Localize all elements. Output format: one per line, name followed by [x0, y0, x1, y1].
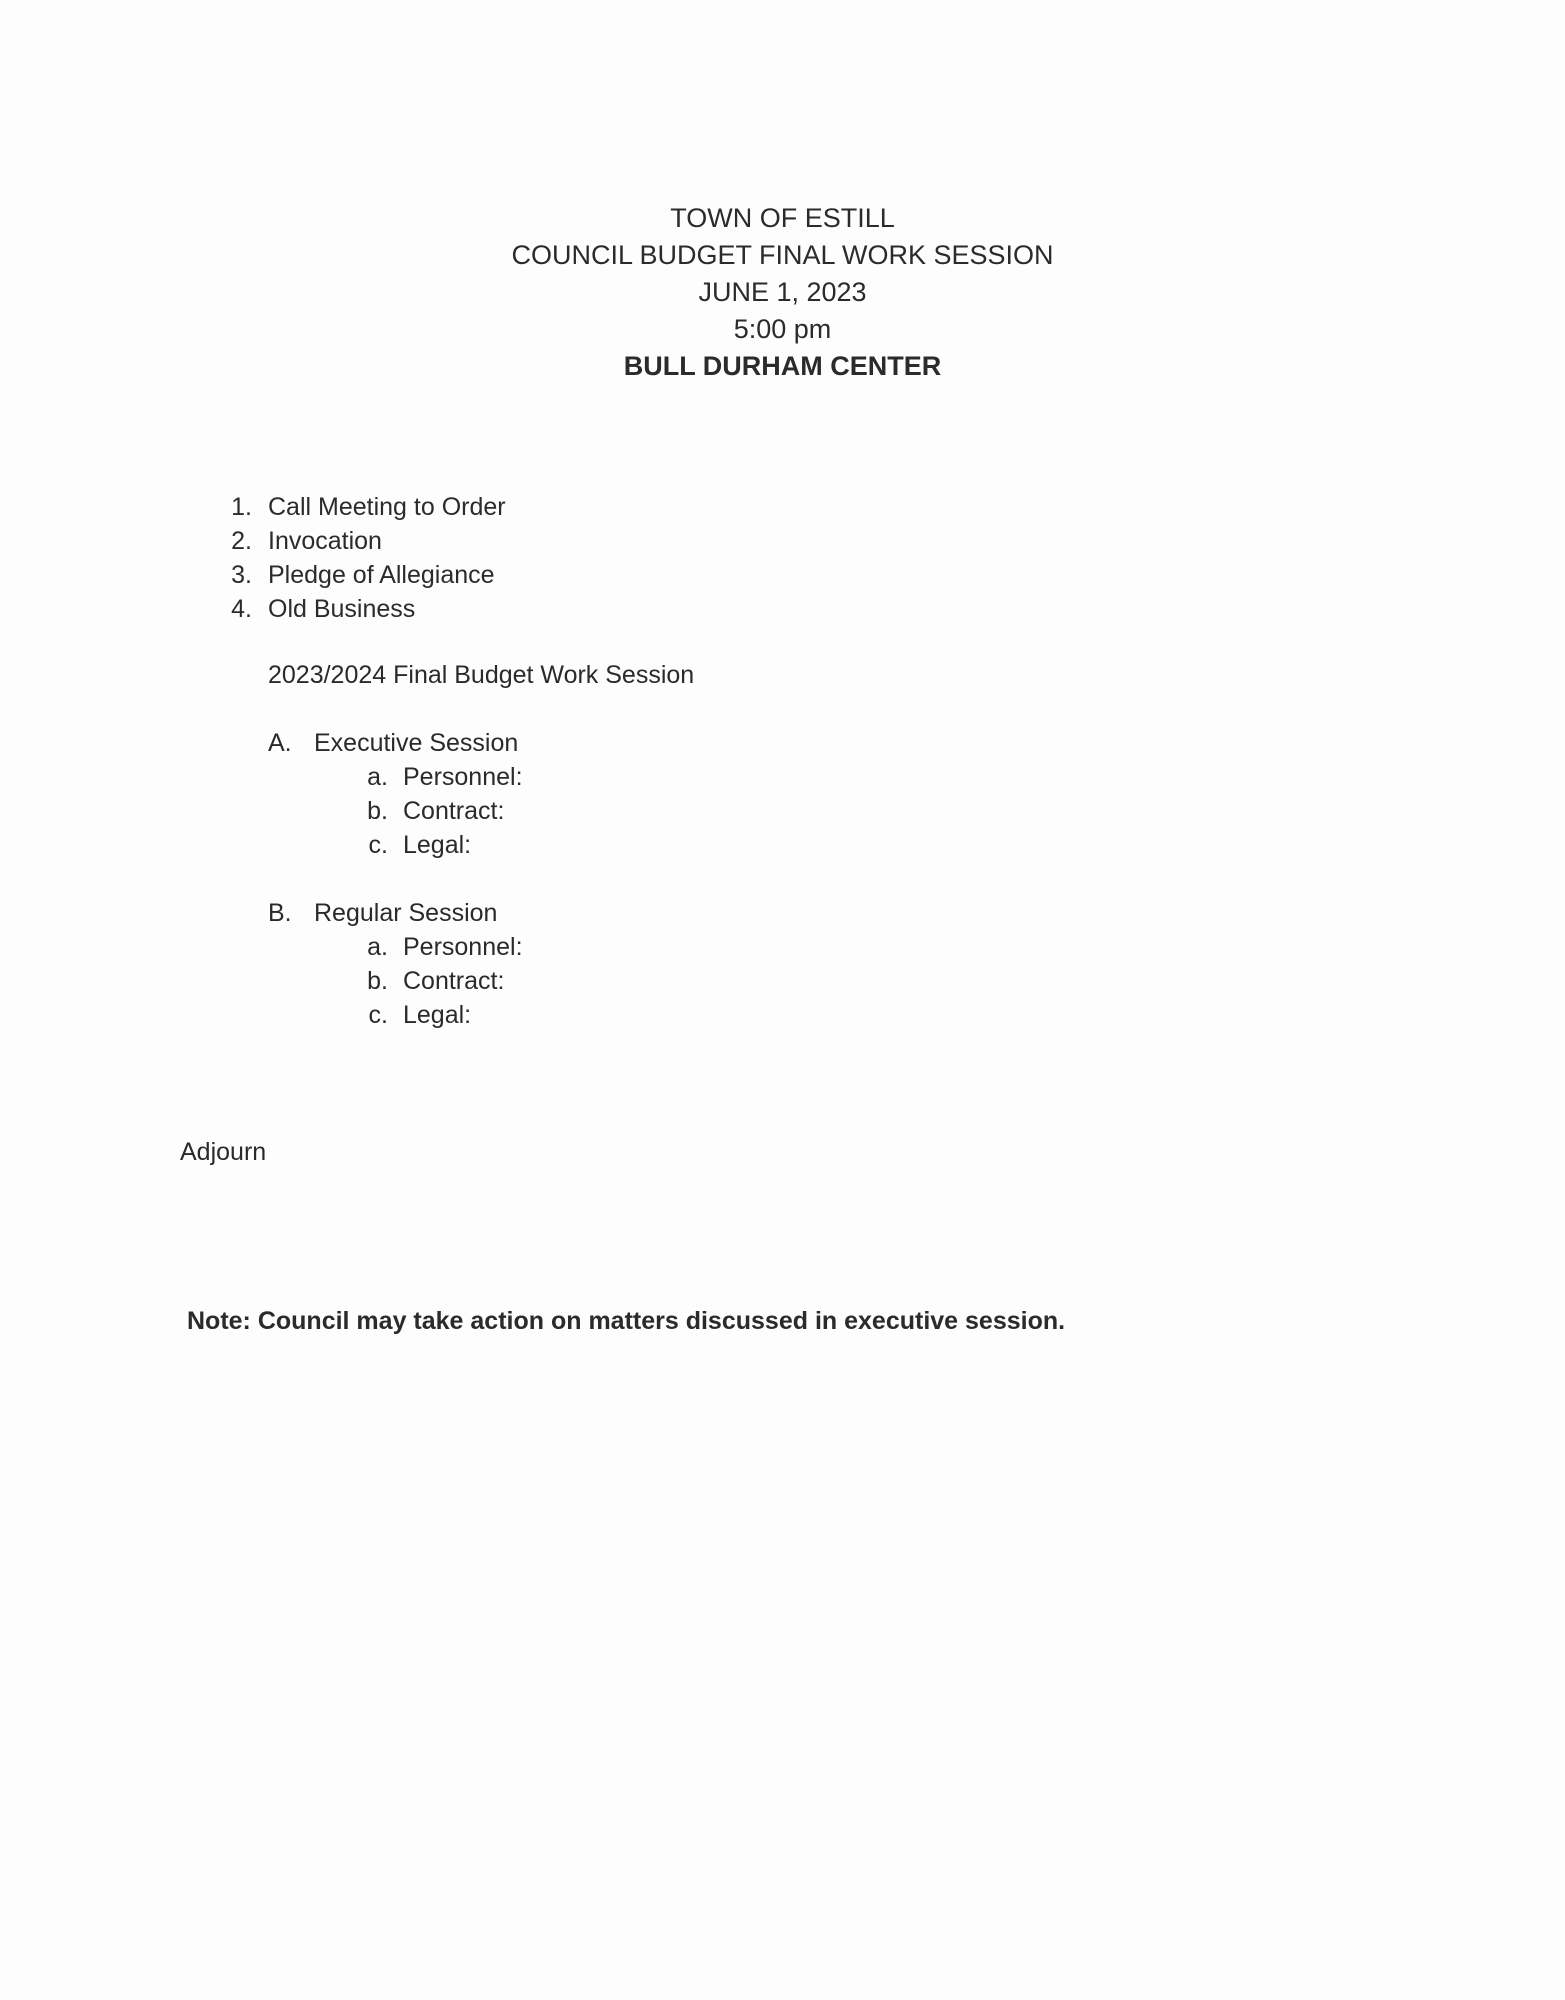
agenda-item-label: Old Business: [268, 595, 416, 623]
meeting-location: BULL DURHAM CENTER: [623, 351, 942, 381]
agenda-item-number: 4.: [231, 595, 252, 623]
agenda-item-label: Call Meeting to Order: [268, 493, 506, 521]
subitem-label: Legal:: [403, 831, 472, 859]
subitem: [358, 930, 758, 964]
subitem-label: Contract:: [403, 797, 505, 825]
subitem-letter: c.: [368, 831, 388, 859]
town-name: TOWN OF ESTILL: [670, 203, 895, 233]
section-subitems: [358, 930, 758, 1032]
agenda-item-number: 1.: [231, 493, 252, 521]
subitem: [358, 760, 758, 794]
agenda-item-label: Pledge of Allegiance: [268, 561, 495, 589]
subitem: [358, 998, 758, 1032]
section-title: Executive Session: [314, 729, 519, 757]
agenda-item-number: 2.: [231, 527, 252, 555]
meeting-title: COUNCIL BUDGET FINAL WORK SESSION: [511, 240, 1054, 270]
executive-session-note: Note: Council may take action on matters discussed in executive session.: [187, 1307, 1066, 1335]
subitem-letter: b.: [367, 797, 388, 825]
subitem-letter: c.: [368, 1001, 388, 1029]
subitem-label: Personnel:: [403, 933, 523, 961]
section-title: Regular Session: [314, 899, 498, 927]
agenda-item-label: Invocation: [268, 527, 382, 555]
agenda-item-number: 3.: [231, 561, 252, 589]
subitem-letter: a.: [367, 763, 388, 791]
subitem-letter: a.: [367, 933, 388, 961]
subitem-label: Personnel:: [403, 763, 523, 791]
subitem: [358, 828, 758, 862]
subitem-label: Legal:: [403, 1001, 472, 1029]
section-letter: B.: [268, 899, 292, 927]
meeting-date: JUNE 1, 2023: [698, 277, 867, 307]
section-letter: A.: [268, 729, 292, 757]
subitem: [358, 964, 758, 998]
adjourn-label: Adjourn: [180, 1138, 267, 1166]
budget-session-heading: 2023/2024 Final Budget Work Session: [268, 661, 695, 689]
document-header: [0, 200, 1565, 385]
subitem: [358, 794, 758, 828]
subitem-label: Contract:: [403, 967, 505, 995]
subitem-letter: b.: [367, 967, 388, 995]
meeting-time: 5:00 pm: [733, 314, 832, 344]
section-subitems: [358, 760, 758, 862]
